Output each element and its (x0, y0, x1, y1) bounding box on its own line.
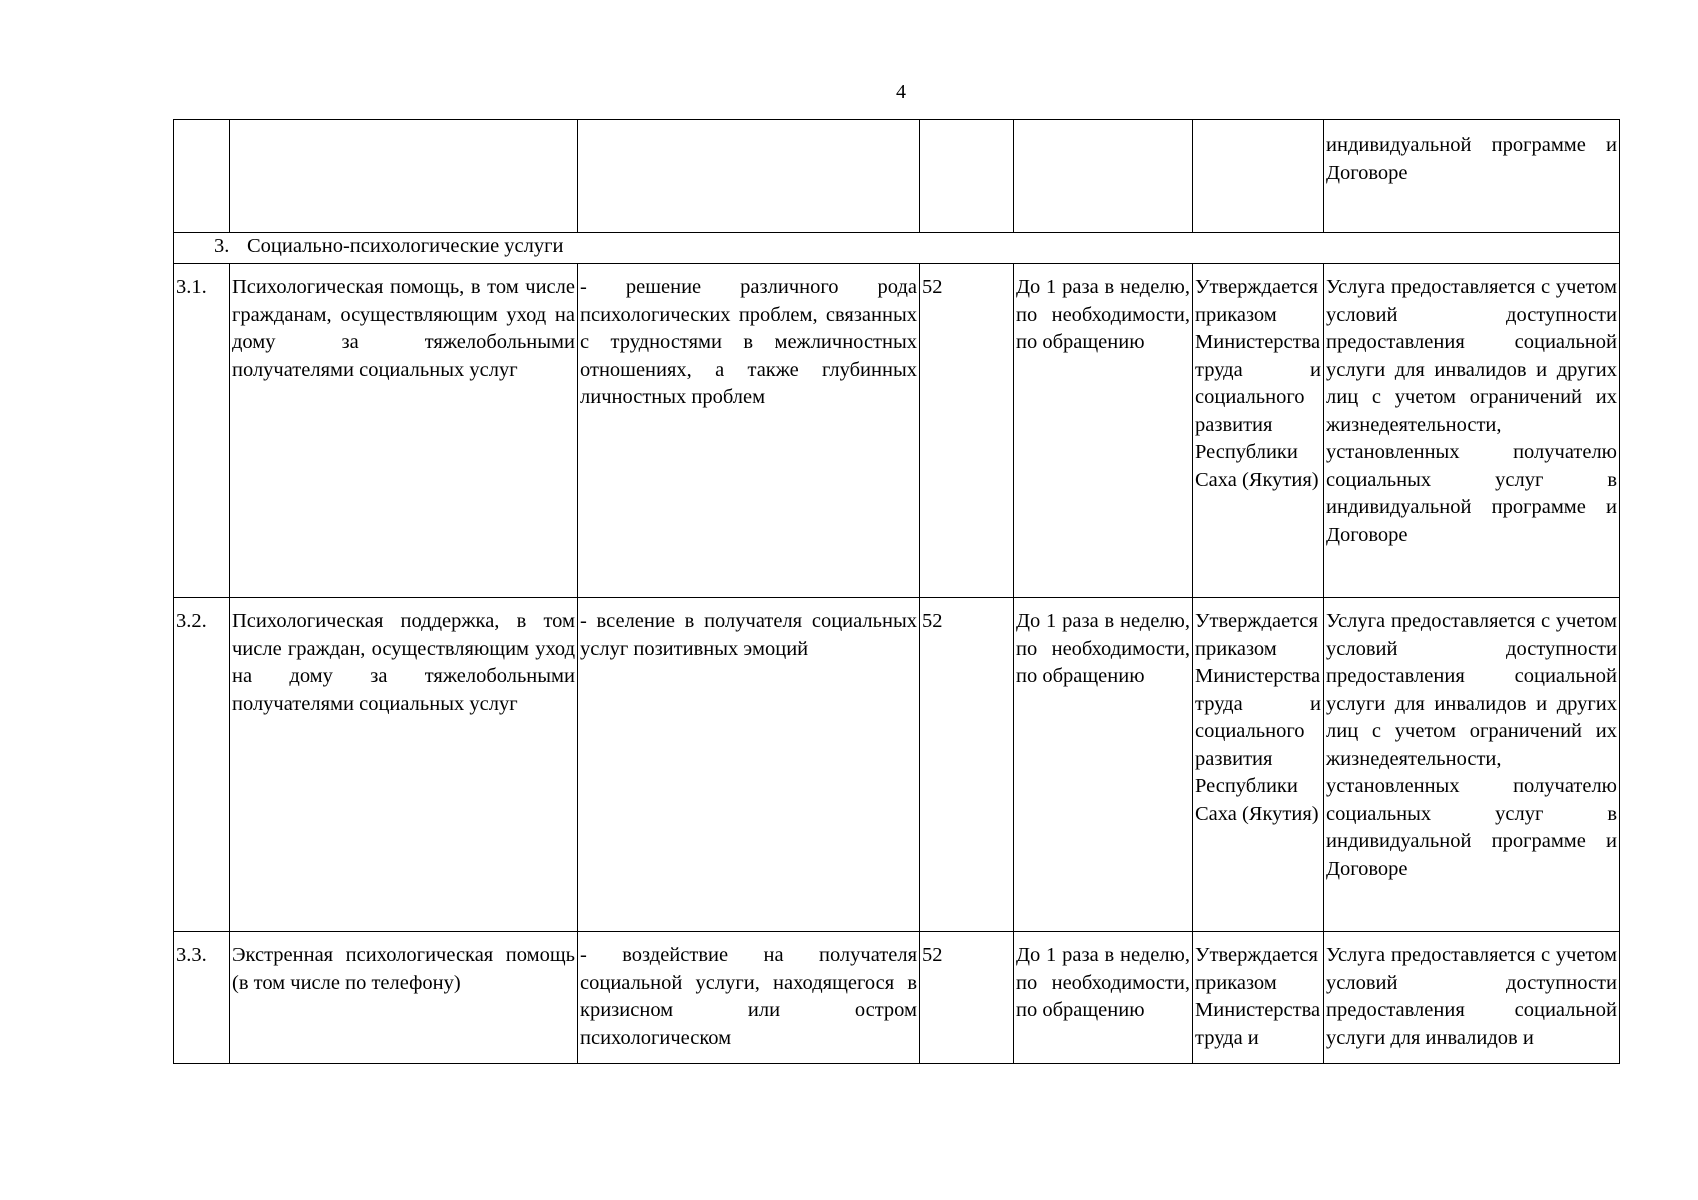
cell-frequency: До 1 раза в неделю, по необходимости, по обращению (1014, 264, 1193, 598)
cell-empty (920, 120, 1014, 233)
cell-empty (1193, 120, 1324, 233)
cell-tariff: Утверждается приказом Министерства труда и (1193, 932, 1324, 1064)
table-row-continuation (174, 120, 1620, 233)
table-row (174, 932, 1620, 1064)
services-table (173, 119, 1620, 1064)
cell-frequency: До 1 раза в неделю, по необходимости, по обращению (1014, 598, 1193, 932)
table-row (174, 598, 1620, 932)
section-number: 3. (214, 235, 230, 257)
cell-conditions-continued: индивидуальной программе и Договоре (1324, 120, 1620, 233)
section-header (174, 233, 1620, 264)
cell-empty (1014, 120, 1193, 233)
cell-description: - воздействие на получателя социальной услуги, находящегося в кризисном или остром психологическом (578, 932, 920, 1064)
cell-conditions: Услуга предоставляется с учетом условий доступности предоставления социальной услуги для инвалидов и других лиц с учетом ограничений их жизнедеятельности, установленных получателю социальных услуг в индивидуальной программе и Договоре (1324, 264, 1620, 598)
cell-empty (578, 120, 920, 233)
cell-time: 52 (920, 932, 1014, 1064)
table-row (174, 264, 1620, 598)
cell-number: 3.3. (174, 932, 230, 1064)
cell-conditions: Услуга предоставляется с учетом условий доступности предоставления социальной услуги для инвалидов и других лиц с учетом ограничений их жизнедеятельности, установленных получателю социальных услуг в индивидуальной программе и Договоре (1324, 598, 1620, 932)
cell-time: 52 (920, 598, 1014, 932)
cell-conditions: Услуга предоставляется с учетом условий доступности предоставления социальной услуги для инвалидов и (1324, 932, 1620, 1064)
cell-service-name: Экстренная психологическая помощь (в том числе по телефону) (230, 932, 578, 1064)
cell-description: - решение различного рода психологических проблем, связанных с трудностями в межличностных отношениях, а также глубинных личностных проблем (578, 264, 920, 598)
cell-empty (230, 120, 578, 233)
cell-number: 3.1. (174, 264, 230, 598)
cell-number: 3.2. (174, 598, 230, 932)
cell-description: - вселение в получателя социальных услуг позитивных эмоций (578, 598, 920, 932)
cell-tariff: Утверждается приказом Министерства труда и социального развития Республики Саха (Якутия) (1193, 598, 1324, 932)
cell-time: 52 (920, 264, 1014, 598)
page-number: 4 (896, 81, 906, 103)
cell-service-name: Психологическая поддержка, в том числе граждан, осуществляющим уход на дому за тяжелобольными получателями социальных услуг (230, 598, 578, 932)
cell-frequency: До 1 раза в неделю, по необходимости, по обращению (1014, 932, 1193, 1064)
cell-service-name: Психологическая помощь, в том числе гражданам, осуществляющим уход на дому за тяжелобольными получателями социальных услуг (230, 264, 578, 598)
cell-tariff: Утверждается приказом Министерства труда и социального развития Республики Саха (Якутия) (1193, 264, 1324, 598)
section-header-row (174, 233, 1620, 264)
section-title: Социально-психологические услуги (247, 235, 564, 257)
cell-empty (174, 120, 230, 233)
